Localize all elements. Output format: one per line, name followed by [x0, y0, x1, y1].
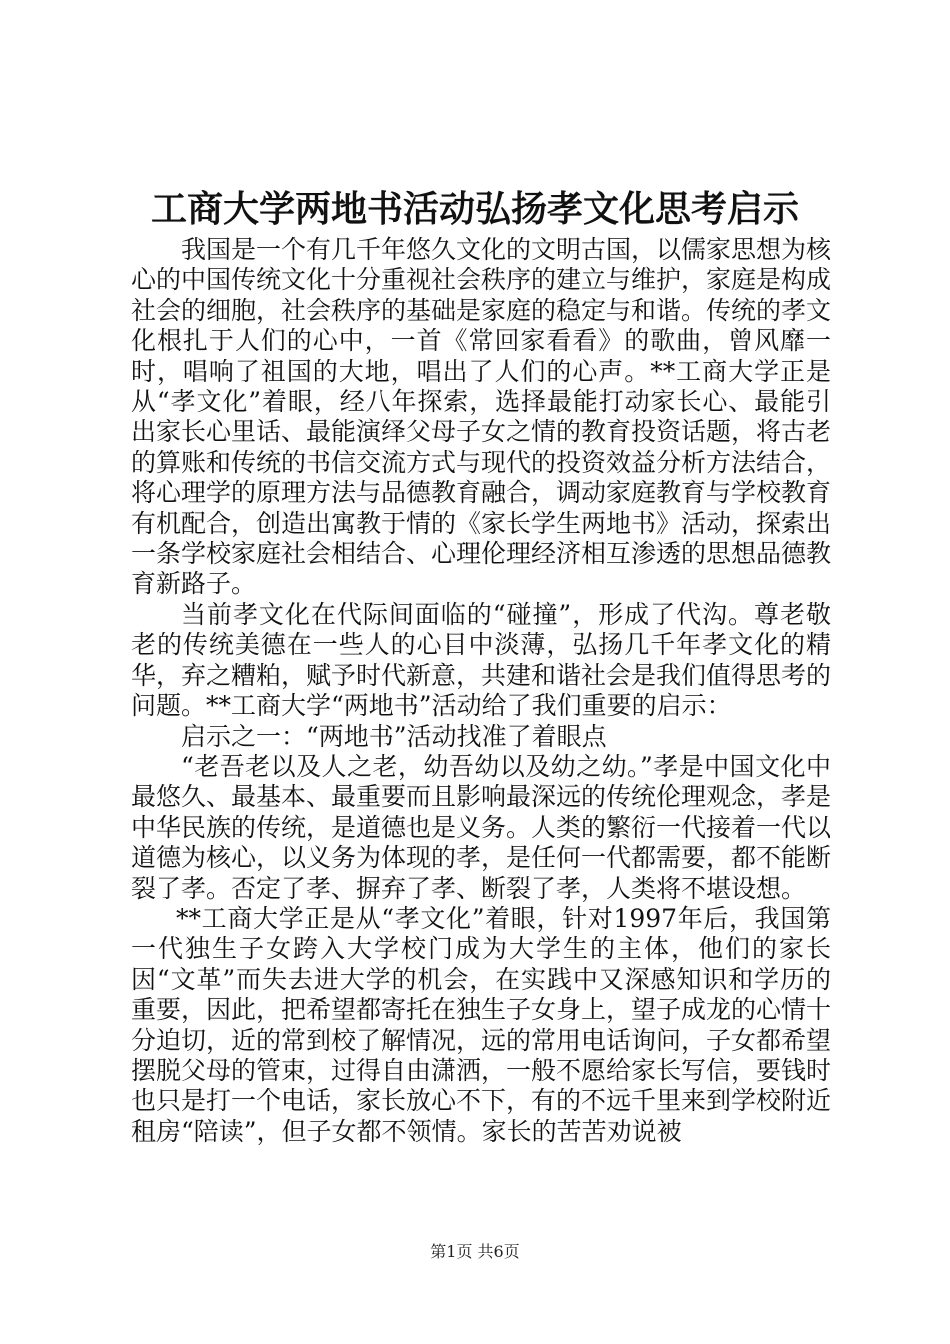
paragraph-4: **工商大学正是从“孝文化”着眼，针对1997年后，我国第一代独生子女跨入大学校门成为大学生的主体，他们的家长因“文革”而失去进大学的机会，在实践中又深感知识和学历的重要，因此，把希望都寄托在独生子女身上，望子成龙的心情十分迫切，近的常到校了解情况，远的常用电话询问，子女都希望摆脱父母的管束，过得自由潇洒，一般不愿给家长写信，要钱时也只是打一个电话，家长放心不下，有的不远千里来到学校附近租房“陪读”，但子女都不领情。家长的苦苦劝说被 [131, 903, 832, 1146]
document-body [131, 235, 831, 1147]
paragraph-1: 我国是一个有几千年悠久文化的文明古国，以儒家思想为核心的中国传统文化十分重视社会秩序的建立与维护，家庭是构成社会的细胞，社会秩序的基础是家庭的稳定与和谐。传统的孝文化根扎于人们的心中，一首《常回家看看》的歌曲，曾风靡一时，唱响了祖国的大地，唱出了人们的心声。**工商大学正是从“孝文化”着眼，经八年探索，选择最能打动家长心、最能引出家长心里话、最能演绎父母子女之情的教育投资话题，将古老的算账和传统的书信交流方式与现代的投资效益分析方法结合，将心理学的原理方法与品德教育融合，调动家庭教育与学校教育有机配合，创造出寓教于情的《家长学生两地书》活动，探索出一条学校家庭社会相结合、心理伦理经济相互渗透的思想品德教育新路子。 [131, 235, 832, 599]
page-footer: 第1页 共6页 [430, 1242, 520, 1261]
paragraph-3: “老吾老以及人之老，幼吾幼以及幼之幼。”孝是中国文化中最悠久、最基本、最重要而且影响最深远的传统伦理观念，孝是中华民族的传统，是道德也是义务。人类的繁衍一代接着一代以道德为核心，以义务为体现的孝，是任何一代都需要，都不能断裂了孝。否定了孝、摒弃了孝、断裂了孝，人类将不堪设想。 [131, 751, 832, 903]
paragraph-2: 当前孝文化在代际间面临的“碰撞”，形成了代沟。尊老敬老的传统美德在一些人的心目中淡薄，弘扬几千年孝文化的精华，弃之糟粕，赋予时代新意，共建和谐社会是我们值得思考的问题。**工商大学“两地书”活动给了我们重要的启示： [131, 599, 832, 721]
document-title: 工商大学两地书活动弘扬孝文化思考启示 [150, 188, 799, 230]
section-heading-1: 启示之一：“两地书”活动找准了着眼点 [181, 721, 607, 751]
